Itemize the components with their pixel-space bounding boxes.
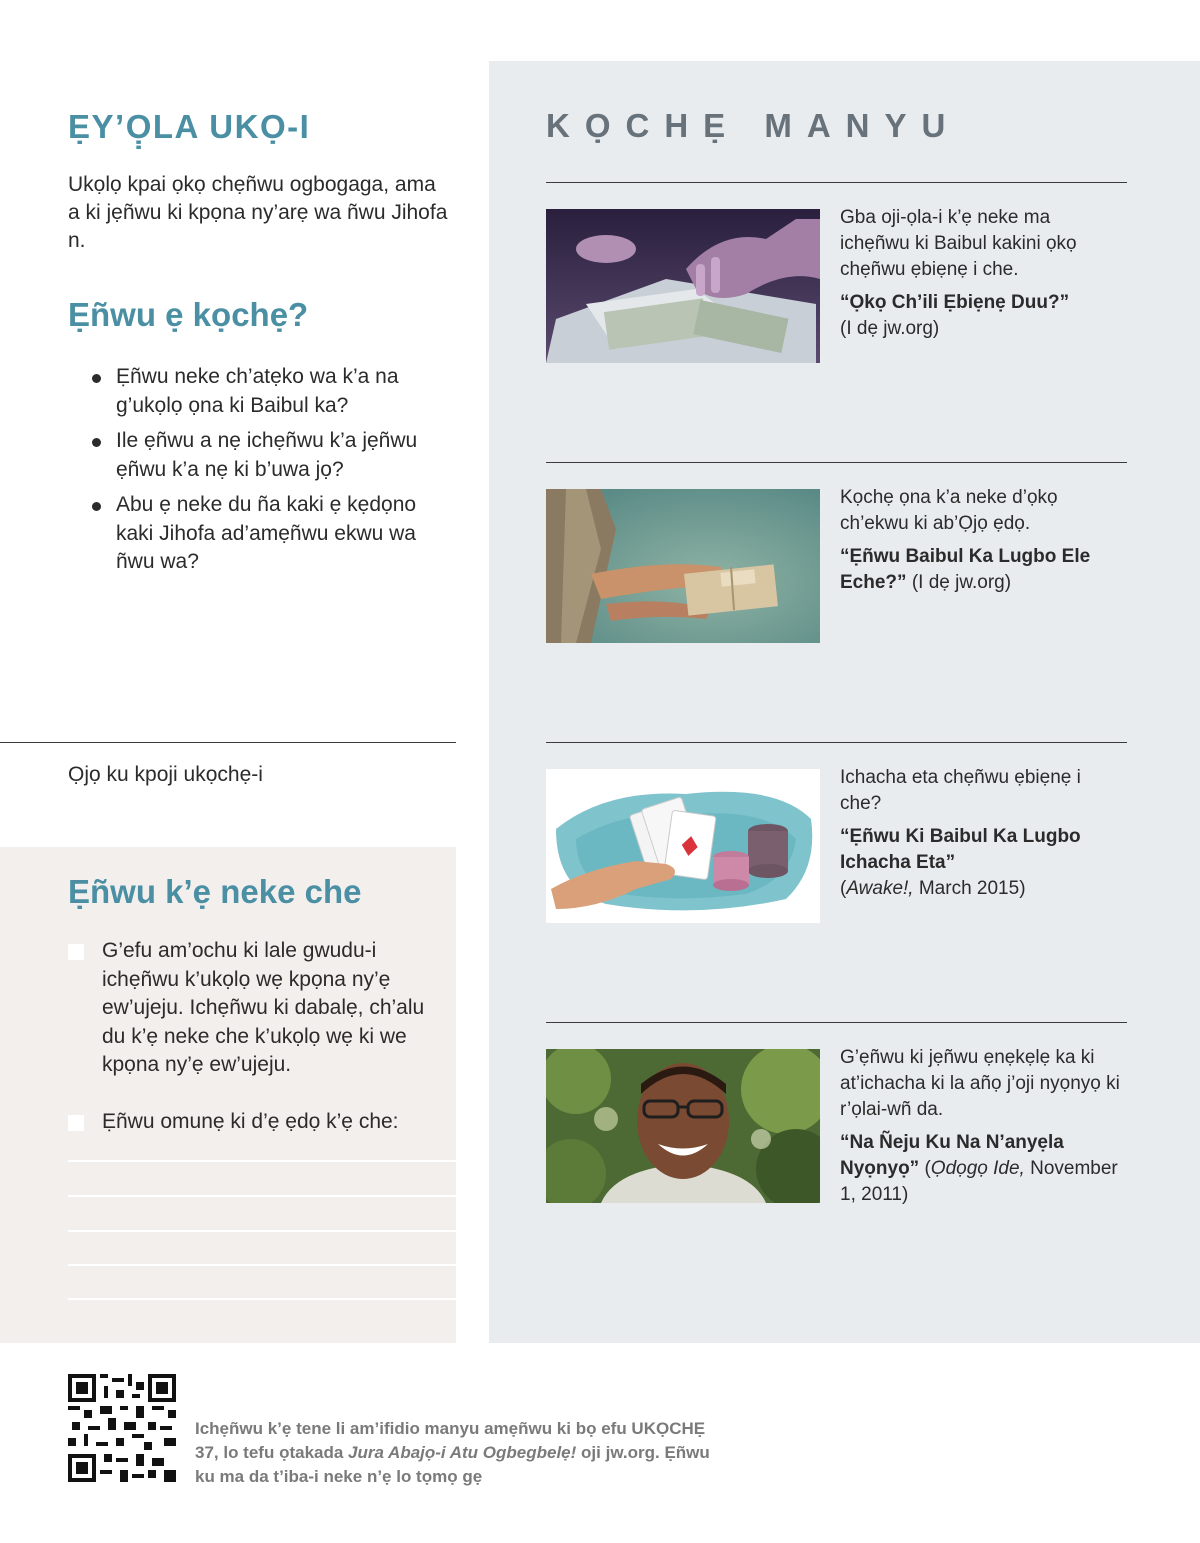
- writing-line[interactable]: [68, 1264, 456, 1266]
- divider: [546, 462, 1127, 463]
- writing-line[interactable]: [68, 1230, 456, 1232]
- divider: [0, 742, 456, 743]
- resource-text: [840, 485, 1120, 596]
- divider: [546, 742, 1127, 743]
- explore-heading: KỌCHẸ MANYU: [546, 107, 961, 144]
- divider: [546, 1022, 1127, 1023]
- action-box: [0, 847, 456, 1343]
- action-heading: Ẹñwu k’ẹ neke che: [68, 873, 362, 910]
- package-illustration[interactable]: [546, 489, 820, 643]
- questions-list: [92, 363, 452, 584]
- task-item: G’efu am’ochu ki lale gwudu-i ichẹñwu k’ukọlọ wẹ kpọna ny’ẹ ew’ujeju. Ichẹñwu ki dabalẹ, ch’alu du k’ẹ neke che k’ukọlọ wẹ ki we kpọna ny’ẹ ew’ujeju.: [68, 937, 438, 1080]
- summary-text: Ukọlọ kpai ọkọ chẹñwu ogbogaga, ama a ki jẹñwu ki kpọna ny’arẹ wa ñwu Jihofa n.: [68, 173, 448, 252]
- scripture-line: Ọjọ ku kpoji ukọchẹ-i: [68, 763, 263, 786]
- divider: [546, 182, 1127, 183]
- resource-description: Kọchẹ ọna k’a neke d’ọkọ ch’ekwu ki ab’Ọjọ ẹdọ.: [840, 487, 1058, 534]
- resource-description: Gba oji-ọla-i k’ẹ neke ma ichẹñwu ki Baibul kakini ọkọ chẹñwu ẹbiẹnẹ i che.: [840, 207, 1077, 280]
- writing-line[interactable]: [68, 1160, 456, 1162]
- bullet-icon: [92, 374, 101, 383]
- left-column: [0, 0, 456, 1343]
- resource-title-link[interactable]: “Ọkọ Ch’ili Ẹbiẹnẹ Duu?”: [840, 292, 1070, 313]
- smiling-man-photo[interactable]: [546, 1049, 820, 1203]
- qr-code-icon[interactable]: [68, 1374, 176, 1482]
- explore-panel: [489, 61, 1200, 1343]
- cards-illustration[interactable]: [546, 769, 820, 923]
- checkbox[interactable]: [68, 944, 84, 960]
- resource-title-link[interactable]: “Ẹñwu Baibul Ka Lugbo Ele Eche?”: [840, 546, 1091, 593]
- resource-description: G’ẹñwu ki jẹñwu ẹnẹkẹlẹ ka ki at’ichacha ki la añọ j’oji nyọnyọ ki r’ọlai-wñ da.: [840, 1047, 1120, 1120]
- writing-line[interactable]: [68, 1298, 456, 1300]
- resource-source: (Ọdọgọ Ide, November 1, 2011): [840, 1158, 1118, 1205]
- question-item: Ile ẹñwu a nẹ ichẹñwu k’a jẹñwu ẹñwu k’a nẹ ki b’uwa jọ?: [92, 427, 452, 484]
- money-illustration[interactable]: [546, 209, 820, 363]
- checkbox[interactable]: [68, 1115, 84, 1131]
- summary-heading: ẸY’Ọ̣LA UKỌ-I: [68, 108, 311, 145]
- footer-note: Ichẹñwu k’ẹ tene li am’ifidio manyu amẹñwu ki bọ efu UKỌCHẸ 37, lo tefu ọtakada Jura Abajọ-i Atu Ogbegbelẹ! oji jw.org. Ẹñwu ku ma da t’iba-i neke n’ẹ lo tọmọ gẹ: [195, 1419, 710, 1486]
- resource-source: (I dẹ jw.org): [911, 572, 1012, 593]
- questions-heading: Ẹñwu ẹ kọchẹ?: [68, 296, 309, 333]
- resource-description: Ichacha eta chẹñwu ẹbiẹnẹ i che?: [840, 767, 1081, 814]
- resource-text: [840, 1045, 1120, 1208]
- resource-title-link[interactable]: “Na Ñeju Ku Na N’anyẹla Nyọnyọ”: [840, 1132, 1064, 1179]
- resource-text: [840, 765, 1120, 902]
- resource-title-link[interactable]: “Ẹñwu Ki Baibul Ka Lugbo Ichacha Eta”: [840, 826, 1081, 873]
- bullet-icon: [92, 438, 101, 447]
- resource-source: (Awake!, March 2015): [840, 878, 1026, 899]
- bullet-icon: [92, 502, 101, 511]
- task-item: Ẹñwu omunẹ ki d’ẹ ẹdọ k’ẹ che:: [68, 1108, 438, 1137]
- question-item: Ẹñwu neke ch’atẹko wa k’a na g’ukọlọ ọna ki Baibul ka?: [92, 363, 452, 420]
- question-item: Abu ẹ neke du ña kaki ẹ kẹdọno kaki Jihofa ad’amẹñwu ekwu wa ñwu wa?: [92, 491, 452, 577]
- writing-line[interactable]: [68, 1195, 456, 1197]
- resource-text: [840, 205, 1120, 342]
- resource-source: (I dẹ jw.org): [840, 318, 940, 339]
